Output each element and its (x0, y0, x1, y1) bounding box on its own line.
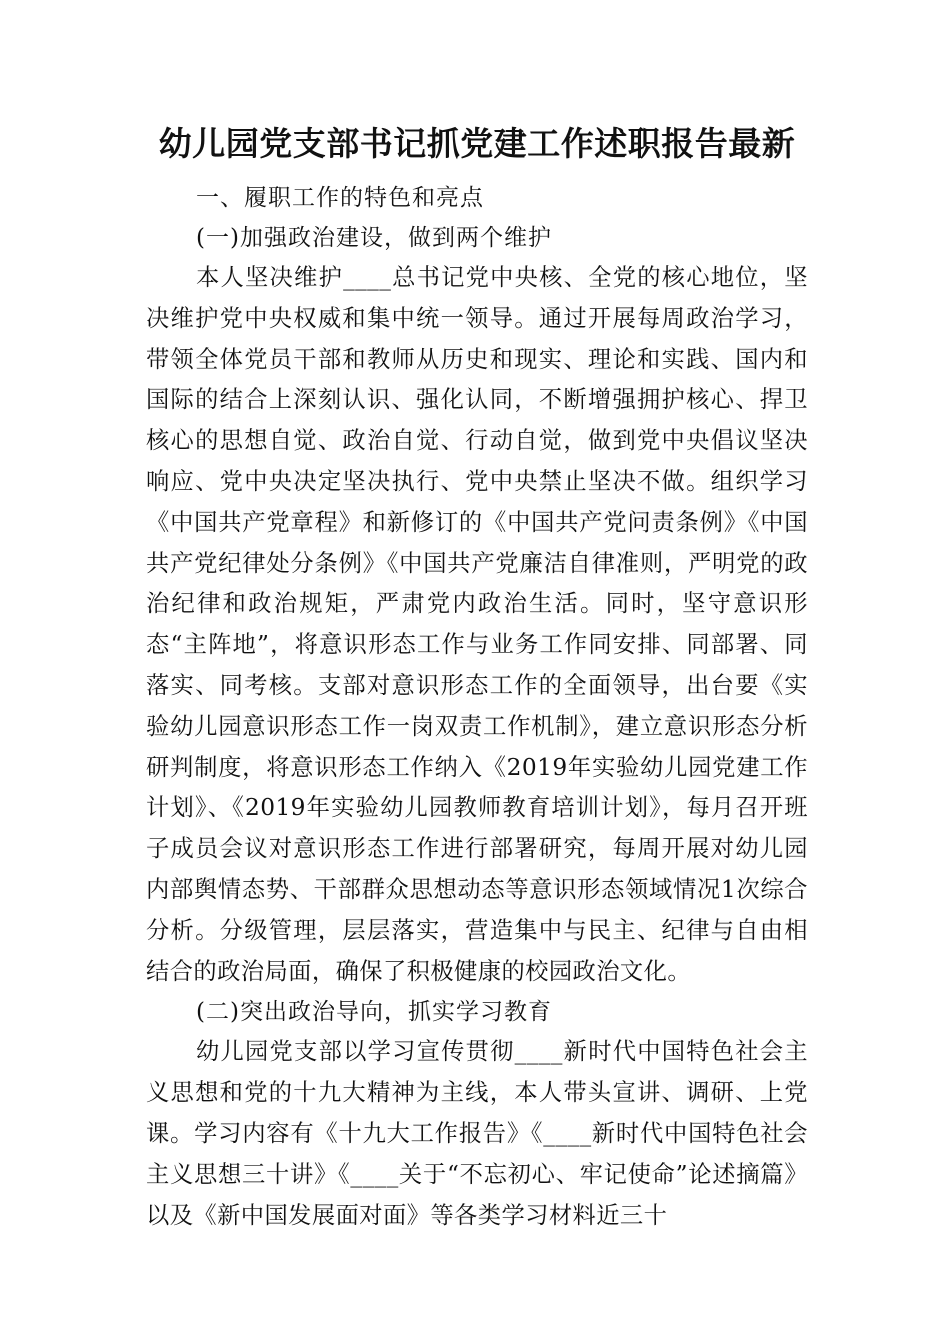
paragraph-study-education: 幼儿园党支部以学习宣传贯彻____新时代中国特色社会主义思想和党的十九大精神为主线，本人带头宣讲、调研、上党课。学习内容有《十九大工作报告》《____新时代中国特色社会主义思想三十讲》《____关于“不忘初心、牢记使命”论述摘篇》以及《新中国发展面对面》等各类学习材料近三十 (146, 1038, 808, 1229)
paragraph-political-building: 本人坚决维护____总书记党中央核、全党的核心地位，坚决维护党中央权威和集中统一领导。通过开展每周政治学习，带领全体党员干部和教师从历史和现实、理论和实践、国内和国际的结合上深刻认识、强化认同，不断增强拥护核心、捍卫核心的思想自觉、政治自觉、行动自觉，做到党中央倡议坚决响应、党中央决定坚决执行、党中央禁止坚决不做。组织学习《中国共产党章程》和新修订的《中国共产党问责条例》《中国共产党纪律处分条例》《中国共产党廉洁自律准则，严明党的政治纪律和政治规矩，严肃党内政治生活。同时，坚守意识形态“主阵地”，将意识形态工作与业务工作同安排、同部署、同落实、同考核。支部对意识形态工作的全面领导，出台要《实验幼儿园意识形态工作一岗双责工作机制》，建立意识形态分析研判制度，将意识形态工作纳入《2019年实验幼儿园党建工作计划》、《2019年实验幼儿园教师教育培训计划》，每月召开班子成员会议对意识形态工作进行部署研究，每周开展对幼儿园内部舆情态势、干部群众思想动态等意识形态领域情况1次综合分析。分级管理，层层落实，营造集中与民主、纪律与自由相结合的政治局面，确保了积极健康的校园政治文化。 (146, 264, 808, 985)
subsection-heading-1: (一)加强政治建设，做到两个维护 (196, 225, 552, 251)
document-body (146, 122, 808, 1236)
section-heading-1: 一、履职工作的特色和亮点 (196, 185, 484, 211)
document-title: 幼儿园党支部书记抓党建工作述职报告最新 (158, 124, 796, 163)
subsection-heading-2: (二)突出政治导向，抓实学习教育 (196, 999, 552, 1026)
